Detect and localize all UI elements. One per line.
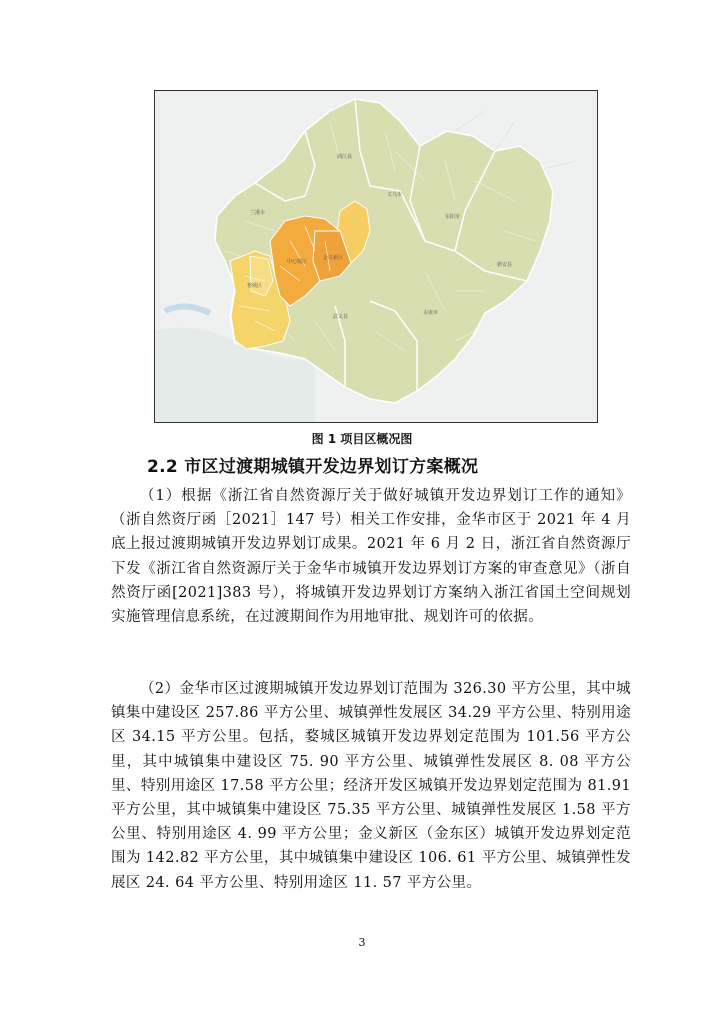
map-label-central-city: 中心城区 [287, 259, 308, 265]
map-label-wucheng: 婺城区 [247, 283, 263, 289]
map-label-yiwu: 义乌市 [387, 192, 403, 198]
paragraph-1: （1）根据《浙江省自然资源厅关于做好城镇开发边界划订工作的通知》（浙自然资厅函［2021］147 号）相关工作安排，金华市区于 2021 年 4 月底上报过渡期城镇开发边界划订成果。2021 年 6 月 2 日，浙江省自然资源厅下发《浙江省自然资源厅关于金华市城镇开发边界划订方案的审查意见》（浙自然资厅函[2021]383 号），将城镇开发边界划订方案纳入浙江省国土空间规划实施管理信息系统，在过渡期间作为用地审批、规划许可的依据。 [111, 488, 631, 626]
paragraph-1-container [111, 484, 631, 629]
map-graphic [155, 91, 597, 422]
map-label-yongkang: 永康市 [423, 310, 439, 316]
figure-caption: 图 1 项目区概况图 [311, 432, 413, 446]
map-label-panan: 磐安县 [497, 262, 513, 268]
map-label-wuyi: 武义县 [333, 314, 349, 320]
lake-shape [165, 306, 210, 313]
map-label-jinyi-new-area: 金义新区 [323, 255, 344, 261]
map-label-lanxi: 兰溪市 [250, 210, 266, 216]
map-label-dongyang: 东阳市 [445, 214, 461, 220]
project-overview-map [154, 90, 598, 423]
page-number: 3 [358, 936, 366, 949]
paragraph-2-container [111, 677, 631, 895]
section-heading: 2.2 市区过渡期城镇开发边界划订方案概况 [147, 457, 479, 477]
map-label-pujiang: 浦江县 [337, 154, 353, 160]
paragraph-2: （2）金华市区过渡期城镇开发边界划订范围为 326.30 平方公里，其中城镇集中建设区 257.86 平方公里、城镇弹性发展区 34.29 平方公里、特别用途区 34.15 平方公里。包括，婺城区城镇开发边界划定范围为 101.56 平方公里，其中城镇集中建设区 75. 90 平方公里、城镇弹性发展区 8. 08 平方公里、特别用途区 17.58 平方公里；经济开发区城镇开发边界划定范围为 81.91 平方公里，其中城镇集中建设区 75.35 平方公里、城镇弹性发展区 1.58 平方公里、特别用途区 4. 99 平方公里；金义新区（金东区）城镇开发边界划定范围为 142.82 平方公里，其中城镇集中建设区 106. 61 平方公里、城镇弹性发展区 24. 64 平方公里、特别用途区 11. 57 平方公里。 [111, 681, 631, 891]
